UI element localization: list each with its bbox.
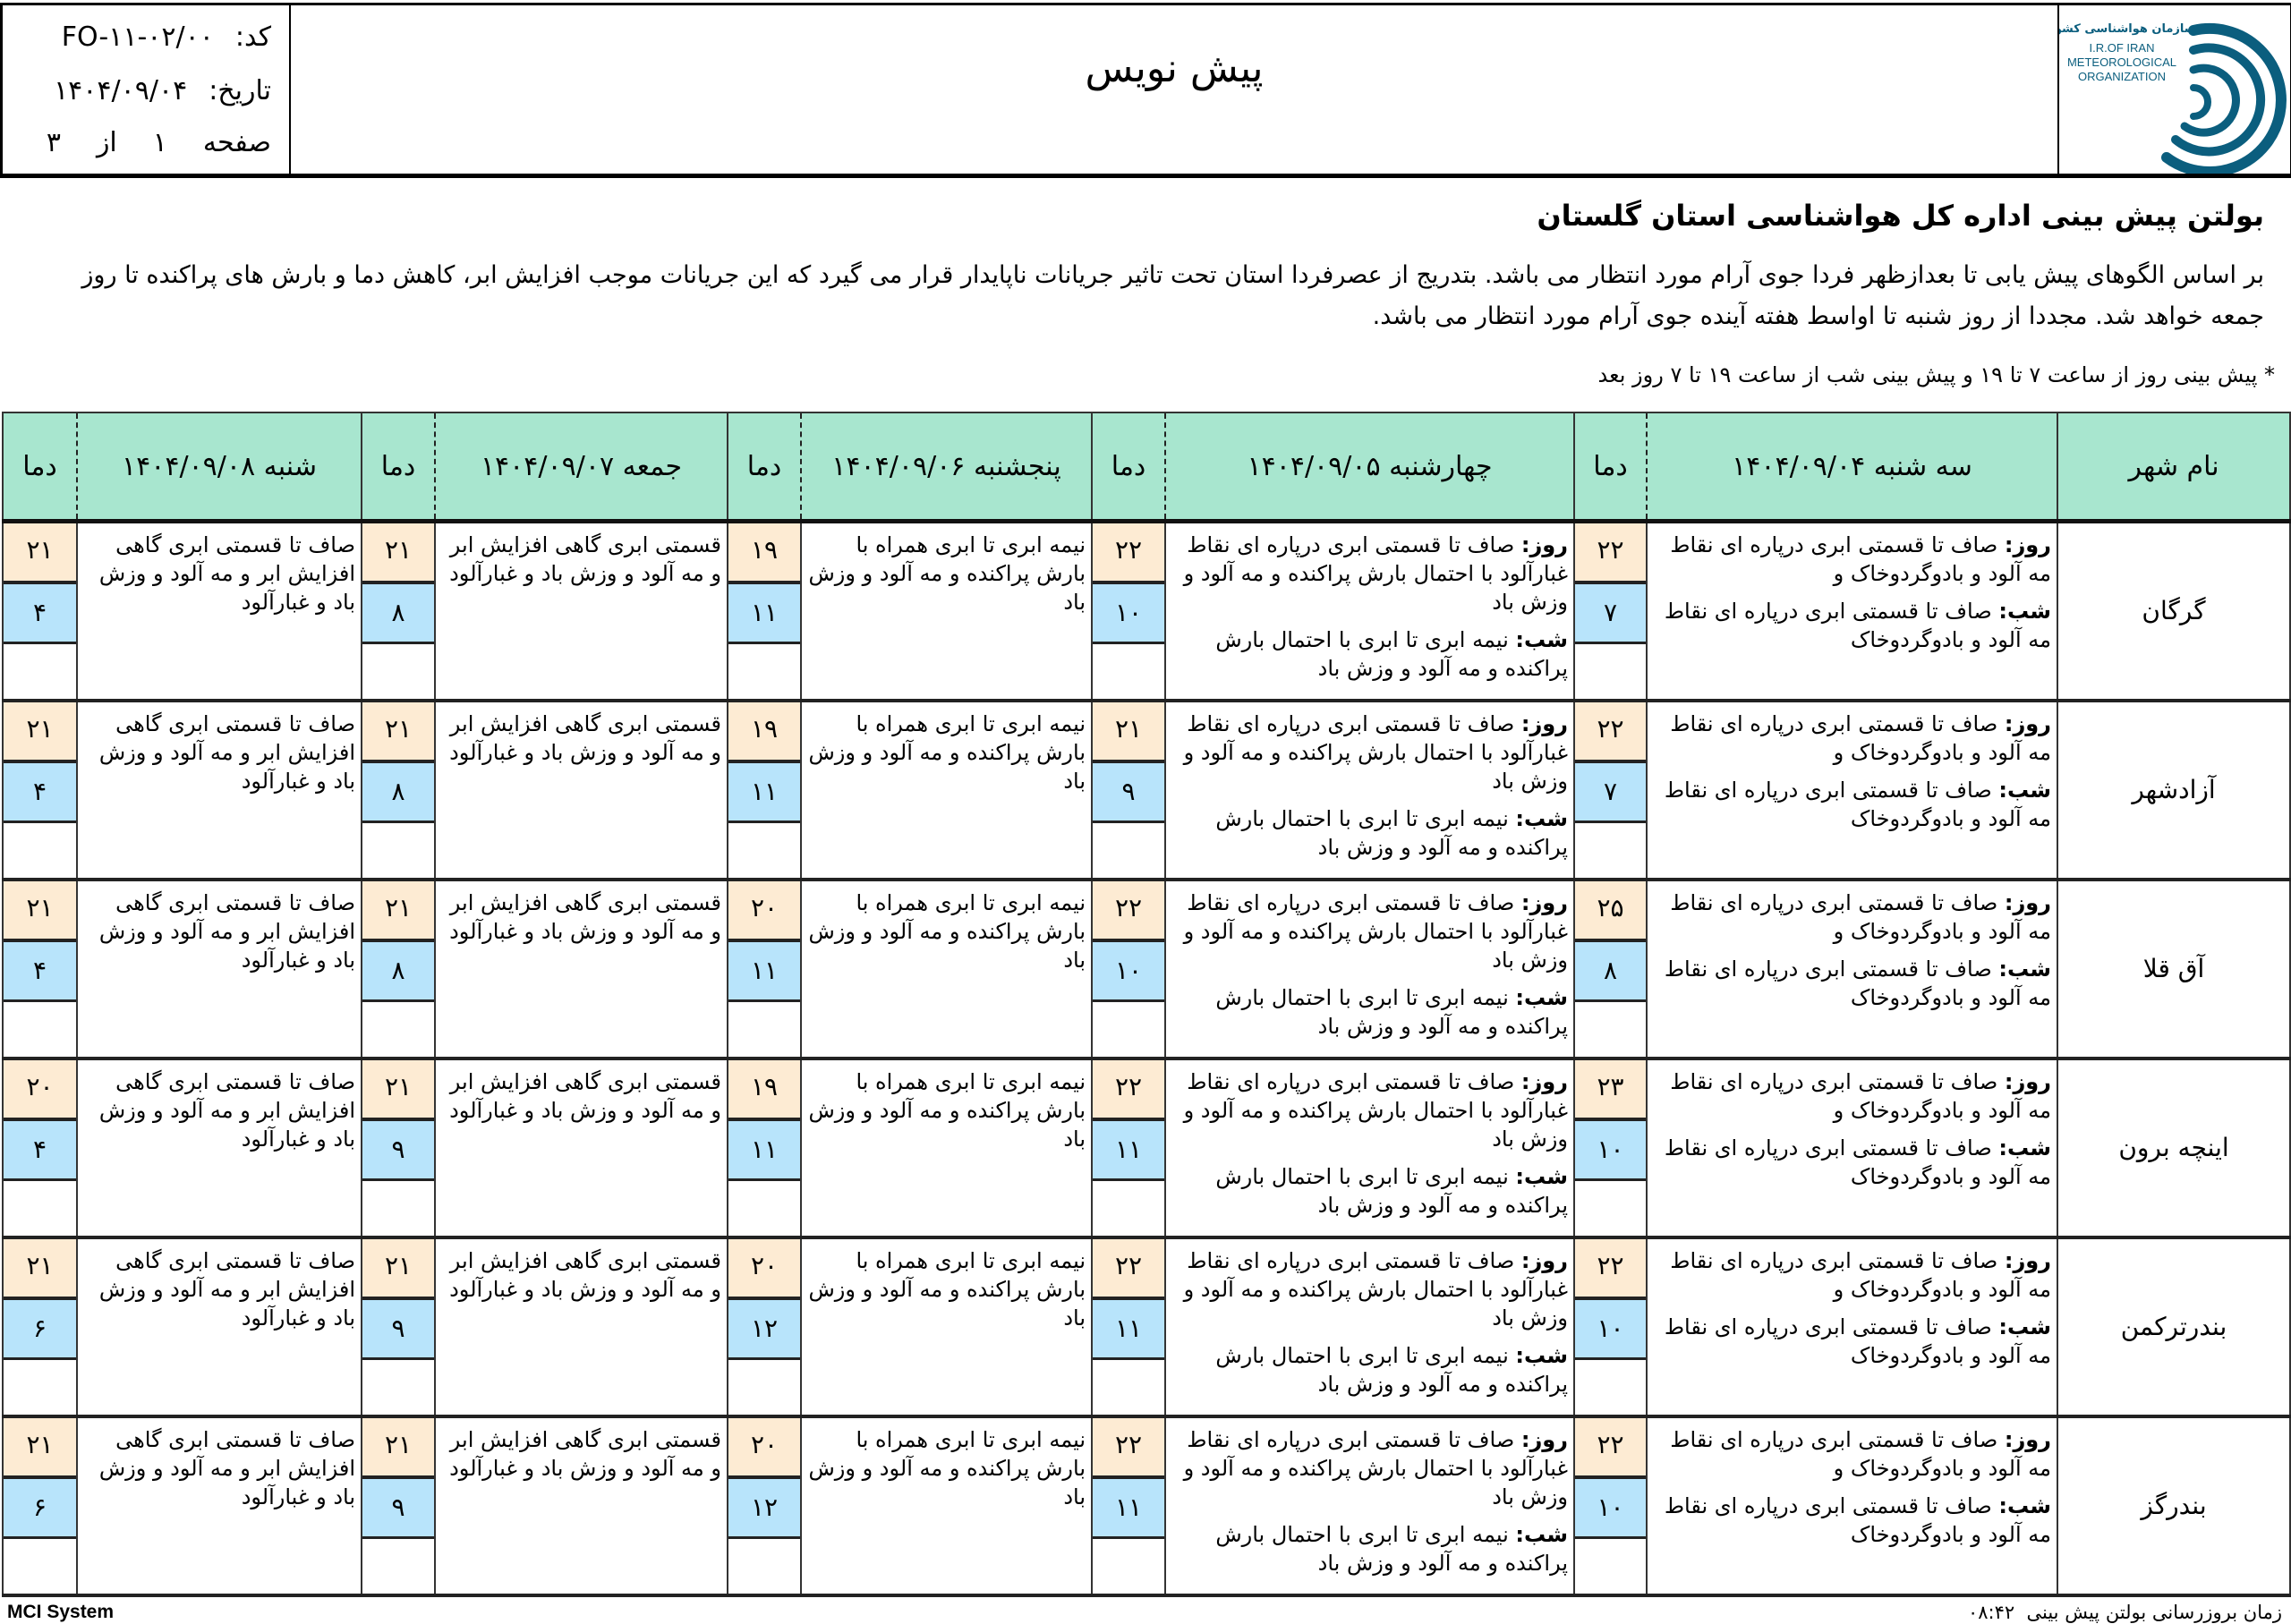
- day-forecast-text: صاف تا قسمتی ابری درپاره ای نقاط مه آلود و بادوگردوخاک و: [1670, 1248, 2051, 1302]
- max-temp: ۲۱: [362, 1239, 434, 1300]
- max-temp: ۲۲: [1575, 702, 1646, 763]
- city-name: بندرترکمن: [2057, 1237, 2290, 1416]
- forecast-text: [801, 1237, 1092, 1416]
- night-label: شب:: [1515, 1522, 1568, 1547]
- day-label: روز:: [2004, 532, 2051, 557]
- min-temp: ۹: [362, 1121, 434, 1181]
- day-forecast: [1171, 710, 1568, 795]
- temperature-cell: [1574, 1416, 1647, 1595]
- document-title: پیش نویس: [1085, 46, 1264, 91]
- night-label: شب:: [1515, 1164, 1568, 1189]
- max-temp: ۲۲: [1093, 1060, 1164, 1121]
- temp-column-header: دما: [3, 412, 77, 522]
- min-temp: ۹: [362, 1479, 434, 1539]
- day-forecast-text: صاف تا قسمتی ابری درپاره ای نقاط مه آلود و بادوگردوخاک و: [1670, 1069, 2051, 1123]
- min-temp: ۸: [362, 942, 434, 1002]
- temperature-cell: [3, 522, 77, 701]
- day-forecast-text: صاف تا قسمتی ابری درپاره ای نقاط مه آلود و بادوگردوخاک و: [1670, 1427, 2051, 1481]
- form-info: [3, 5, 291, 174]
- night-label: شب:: [1515, 1343, 1568, 1368]
- forecast-text: [435, 701, 728, 880]
- max-temp: ۲۵: [1575, 881, 1646, 942]
- forecast-text: [435, 880, 728, 1059]
- temperature-cell: [1574, 522, 1647, 701]
- forecast-text: [435, 1237, 728, 1416]
- day-forecast: [1171, 1246, 1568, 1332]
- svg-text:I.R.OF IRAN: I.R.OF IRAN: [2089, 41, 2155, 55]
- temperature-cell: [728, 522, 801, 701]
- max-temp: ۲۱: [362, 1060, 434, 1121]
- min-temp: ۱۱: [1093, 1479, 1164, 1539]
- temp-column-header: دما: [1574, 412, 1647, 522]
- day-column-header: شنبه ۱۴۰۴/۰۹/۰۸: [77, 412, 362, 522]
- temperature-cell: [3, 1416, 77, 1595]
- max-temp: ۲۱: [362, 1418, 434, 1479]
- day-label: روز:: [1520, 1069, 1568, 1094]
- min-temp: ۱۰: [1575, 1121, 1646, 1181]
- city-name: آق قلا: [2057, 880, 2290, 1059]
- day-forecast: [1653, 889, 2051, 946]
- temp-column-header: دما: [728, 412, 801, 522]
- forecast-text: [801, 1416, 1092, 1595]
- min-temp: ۱۰: [1575, 1479, 1646, 1539]
- day-column-header: جمعه ۱۴۰۴/۰۹/۰۷: [435, 412, 728, 522]
- forecast-text: [1165, 1059, 1574, 1237]
- min-temp: ۴: [4, 942, 76, 1002]
- day-forecast-text: صاف تا قسمتی ابری درپاره ای نقاط غبارآلود با احتمال بارش پراکنده و مه آلود و وزش باد: [1183, 1427, 1568, 1509]
- max-temp: ۲۲: [1093, 523, 1164, 584]
- temperature-cell: [1574, 701, 1647, 880]
- temperature-cell: [362, 701, 435, 880]
- svg-text:ORGANIZATION: ORGANIZATION: [2078, 70, 2166, 83]
- temperature-cell: [3, 701, 77, 880]
- of-label: از: [96, 127, 117, 158]
- forecast-text: [1165, 1416, 1574, 1595]
- table-header-row: [3, 412, 2290, 522]
- forecast-text: [1647, 1059, 2057, 1237]
- min-temp: ۶: [4, 1300, 76, 1360]
- night-forecast: [1653, 1492, 2051, 1549]
- max-temp: ۲۰: [728, 881, 800, 942]
- night-forecast-text: نیمه ابری تا ابری با احتمال بارش پراکنده و مه آلود و وزش باد: [1215, 1164, 1568, 1218]
- night-forecast: [1171, 1520, 1568, 1577]
- city-column-header: نام شهر: [2057, 412, 2290, 522]
- max-temp: ۲۲: [1575, 1239, 1646, 1300]
- forecast-text: [801, 522, 1092, 701]
- forecast-text-value: صاف تا قسمتی ابری گاهی افزایش ابر و مه آلود و وزش باد و غبارآلود: [98, 890, 355, 973]
- max-temp: ۲۱: [1093, 702, 1164, 763]
- update-time: ۰۸:۴۲: [1967, 1602, 2015, 1623]
- temperature-cell: [1092, 701, 1165, 880]
- temperature-cell: [362, 1059, 435, 1237]
- day-label: روز:: [2004, 1248, 2051, 1273]
- temp-column-header: دما: [1092, 412, 1165, 522]
- min-temp: ۷: [1575, 584, 1646, 644]
- forecast-text-value: نیمه ابری تا ابری همراه با بارش پراکنده و مه آلود و وزش باد: [808, 711, 1086, 794]
- forecast-text-value: نیمه ابری تا ابری همراه با بارش پراکنده و مه آلود و وزش باد: [808, 890, 1086, 973]
- forecast-text: [1647, 701, 2057, 880]
- max-temp: ۲۰: [728, 1239, 800, 1300]
- forecast-text: [77, 1059, 362, 1237]
- min-temp: ۹: [362, 1300, 434, 1360]
- city-name: گرگان: [2057, 522, 2290, 701]
- temperature-cell: [728, 880, 801, 1059]
- night-forecast: [1653, 955, 2051, 1012]
- night-forecast-text: صاف تا قسمتی ابری درپاره ای نقاط مه آلود و بادوگردوخاک: [1664, 778, 2051, 831]
- min-temp: ۸: [362, 763, 434, 823]
- table-row: [3, 701, 2290, 880]
- max-temp: ۲۰: [728, 1418, 800, 1479]
- forecast-text: [77, 701, 362, 880]
- day-forecast: [1171, 531, 1568, 616]
- forecast-text: [801, 701, 1092, 880]
- forecast-table: [2, 412, 2291, 1597]
- temperature-cell: [362, 1237, 435, 1416]
- max-temp: ۲۱: [4, 1239, 76, 1300]
- forecast-text-value: صاف تا قسمتی ابری گاهی افزایش ابر و مه آلود و وزش باد و غبارآلود: [98, 1427, 355, 1509]
- forecast-text: [77, 522, 362, 701]
- max-temp: ۲۱: [362, 523, 434, 584]
- update-label: زمان بروزرسانی بولتن پیش بینی: [2026, 1602, 2282, 1623]
- forecast-text-value: صاف تا قسمتی ابری گاهی افزایش ابر و مه آلود و وزش باد و غبارآلود: [98, 1248, 355, 1331]
- min-temp: ۱۰: [1093, 584, 1164, 644]
- min-temp: ۶: [4, 1479, 76, 1539]
- night-forecast: [1653, 1313, 2051, 1370]
- page-value: ۱: [152, 127, 167, 158]
- document-header: [0, 3, 2291, 178]
- city-name: آزادشهر: [2057, 701, 2290, 880]
- temperature-cell: [728, 1059, 801, 1237]
- temperature-cell: [362, 880, 435, 1059]
- table-row: [3, 880, 2290, 1059]
- night-forecast: [1171, 804, 1568, 862]
- min-temp: ۸: [362, 584, 434, 644]
- max-temp: ۲۰: [4, 1060, 76, 1121]
- night-forecast-text: صاف تا قسمتی ابری درپاره ای نقاط مه آلود و بادوگردوخاک: [1664, 599, 2051, 652]
- night-label: شب:: [1998, 1314, 2051, 1339]
- forecast-text-value: قسمتی ابری گاهی افزایش ابر و مه آلود و وزش باد و غبارآلود: [449, 890, 721, 944]
- max-temp: ۲۱: [362, 881, 434, 942]
- day-forecast-text: صاف تا قسمتی ابری درپاره ای نقاط غبارآلود با احتمال بارش پراکنده و مه آلود و وزش باد: [1183, 1069, 1568, 1152]
- table-row: [3, 1059, 2290, 1237]
- forecast-text: [1165, 522, 1574, 701]
- max-temp: ۲۱: [4, 523, 76, 584]
- temperature-cell: [3, 1059, 77, 1237]
- min-temp: ۱۰: [1575, 1300, 1646, 1360]
- forecast-text-value: قسمتی ابری گاهی افزایش ابر و مه آلود و وزش باد و غبارآلود: [449, 1427, 721, 1481]
- day-label: روز:: [2004, 890, 2051, 915]
- min-temp: ۱۲: [728, 1479, 800, 1539]
- forecast-text-value: قسمتی ابری گاهی افزایش ابر و مه آلود و وزش باد و غبارآلود: [449, 711, 721, 765]
- forecast-text-value: قسمتی ابری گاهی افزایش ابر و مه آلود و وزش باد و غبارآلود: [449, 532, 721, 586]
- day-forecast-text: صاف تا قسمتی ابری درپاره ای نقاط مه آلود و بادوگردوخاک و: [1670, 711, 2051, 765]
- night-forecast-text: صاف تا قسمتی ابری درپاره ای نقاط مه آلود و بادوگردوخاک: [1664, 1314, 2051, 1368]
- min-temp: ۱۱: [728, 763, 800, 823]
- form-code: [62, 21, 271, 53]
- min-temp: ۷: [1575, 763, 1646, 823]
- temperature-cell: [362, 1416, 435, 1595]
- forecast-text: [77, 1237, 362, 1416]
- night-label: شب:: [1998, 778, 2051, 803]
- forecast-text: [1647, 880, 2057, 1059]
- day-column-header: سه شنبه ۱۴۰۴/۰۹/۰۴: [1647, 412, 2057, 522]
- night-forecast: [1653, 776, 2051, 833]
- night-label: شب:: [1515, 627, 1568, 652]
- min-temp: ۴: [4, 1121, 76, 1181]
- forecast-text-value: قسمتی ابری گاهی افزایش ابر و مه آلود و وزش باد و غبارآلود: [449, 1248, 721, 1302]
- footer-update: [1968, 1602, 2282, 1623]
- table-row: [3, 522, 2290, 701]
- forecast-text: [1165, 1237, 1574, 1416]
- forecast-text-value: صاف تا قسمتی ابری گاهی افزایش ابر و مه آلود و وزش باد و غبارآلود: [98, 711, 355, 794]
- code-value: FO-۱۱-۰۲/۰۰: [61, 21, 214, 53]
- min-temp: ۴: [4, 763, 76, 823]
- svg-text:METEOROLOGICAL: METEOROLOGICAL: [2066, 55, 2177, 69]
- code-label: کد:: [234, 21, 271, 53]
- night-forecast-text: صاف تا قسمتی ابری درپاره ای نقاط مه آلود و بادوگردوخاک: [1664, 1493, 2051, 1547]
- min-temp: ۱۱: [728, 942, 800, 1002]
- min-temp: ۸: [1575, 942, 1646, 1002]
- max-temp: ۲۱: [362, 702, 434, 763]
- forecast-text-value: نیمه ابری تا ابری همراه با بارش پراکنده و مه آلود و وزش باد: [808, 1248, 1086, 1331]
- forecast-text: [1647, 1237, 2057, 1416]
- max-temp: ۱۹: [728, 702, 800, 763]
- max-temp: ۲۳: [1575, 1060, 1646, 1121]
- day-label: روز:: [2004, 1069, 2051, 1094]
- day-forecast-text: صاف تا قسمتی ابری درپاره ای نقاط مه آلود و بادوگردوخاک و: [1670, 532, 2051, 586]
- day-forecast: [1653, 531, 2051, 588]
- night-forecast: [1171, 1341, 1568, 1399]
- temperature-cell: [728, 1416, 801, 1595]
- night-forecast-text: نیمه ابری تا ابری با احتمال بارش پراکنده و مه آلود و وزش باد: [1215, 1522, 1568, 1576]
- night-forecast: [1171, 1162, 1568, 1220]
- day-forecast-text: صاف تا قسمتی ابری درپاره ای نقاط غبارآلود با احتمال بارش پراکنده و مه آلود و وزش باد: [1183, 1248, 1568, 1331]
- temperature-cell: [728, 701, 801, 880]
- temperature-cell: [3, 880, 77, 1059]
- day-forecast: [1653, 710, 2051, 767]
- page-number: [47, 127, 271, 158]
- night-forecast: [1653, 1134, 2051, 1191]
- temperature-cell: [3, 1237, 77, 1416]
- night-label: شب:: [1998, 1135, 2051, 1161]
- min-temp: ۱۱: [728, 584, 800, 644]
- night-forecast-text: نیمه ابری تا ابری با احتمال بارش پراکنده و مه آلود و وزش باد: [1215, 806, 1568, 860]
- temperature-cell: [1574, 1059, 1647, 1237]
- max-temp: ۱۹: [728, 523, 800, 584]
- day-column-header: پنجشنبه ۱۴۰۴/۰۹/۰۶: [801, 412, 1092, 522]
- temperature-cell: [1574, 880, 1647, 1059]
- night-label: شب:: [1998, 1493, 2051, 1518]
- max-temp: ۱۹: [728, 1060, 800, 1121]
- forecast-text-value: قسمتی ابری گاهی افزایش ابر و مه آلود و وزش باد و غبارآلود: [449, 1069, 721, 1123]
- temperature-cell: [1092, 1237, 1165, 1416]
- forecast-text: [801, 1059, 1092, 1237]
- forecast-text: [435, 522, 728, 701]
- pages-total: ۳: [46, 127, 61, 158]
- night-forecast-text: صاف تا قسمتی ابری درپاره ای نقاط مه آلود و بادوگردوخاک: [1664, 1135, 2051, 1189]
- forecast-text: [1165, 880, 1574, 1059]
- night-label: شب:: [1998, 957, 2051, 982]
- temperature-cell: [362, 522, 435, 701]
- day-forecast-text: صاف تا قسمتی ابری درپاره ای نقاط غبارآلود با احتمال بارش پراکنده و مه آلود و وزش باد: [1183, 532, 1568, 615]
- min-temp: ۹: [1093, 763, 1164, 823]
- day-forecast: [1653, 1246, 2051, 1304]
- city-name: اینچه برون: [2057, 1059, 2290, 1237]
- night-forecast-text: نیمه ابری تا ابری با احتمال بارش پراکنده و مه آلود و وزش باد: [1215, 985, 1568, 1039]
- max-temp: ۲۱: [4, 1418, 76, 1479]
- forecast-text: [1647, 1416, 2057, 1595]
- temperature-cell: [1574, 1237, 1647, 1416]
- day-label: روز:: [1520, 711, 1568, 736]
- max-temp: ۲۲: [1093, 1239, 1164, 1300]
- forecast-text: [435, 1059, 728, 1237]
- night-label: شب:: [1515, 806, 1568, 831]
- temperature-cell: [1092, 1059, 1165, 1237]
- min-temp: ۱۲: [728, 1300, 800, 1360]
- forecast-text: [77, 1416, 362, 1595]
- night-forecast: [1653, 597, 2051, 654]
- day-forecast: [1171, 1067, 1568, 1153]
- day-label: روز:: [1520, 532, 1568, 557]
- max-temp: ۲۲: [1575, 1418, 1646, 1479]
- day-forecast: [1171, 889, 1568, 974]
- forecast-text-value: نیمه ابری تا ابری همراه با بارش پراکنده و مه آلود و وزش باد: [808, 1069, 1086, 1152]
- night-forecast: [1171, 625, 1568, 683]
- forecast-text-value: صاف تا قسمتی ابری گاهی افزایش ابر و مه آلود و وزش باد و غبارآلود: [98, 1069, 355, 1152]
- forecast-text: [1647, 522, 2057, 701]
- forecast-text: [435, 1416, 728, 1595]
- night-forecast-text: نیمه ابری تا ابری با احتمال بارش پراکنده و مه آلود و وزش باد: [1215, 627, 1568, 681]
- day-forecast: [1171, 1425, 1568, 1511]
- night-forecast: [1171, 983, 1568, 1041]
- day-forecast-text: صاف تا قسمتی ابری درپاره ای نقاط غبارآلود با احتمال بارش پراکنده و مه آلود و وزش باد: [1183, 711, 1568, 794]
- table-row: [3, 1416, 2290, 1595]
- temperature-cell: [728, 1237, 801, 1416]
- min-temp: ۱۰: [1093, 942, 1164, 1002]
- temp-column-header: دما: [362, 412, 435, 522]
- day-forecast-text: صاف تا قسمتی ابری درپاره ای نقاط غبارآلود با احتمال بارش پراکنده و مه آلود و وزش باد: [1183, 890, 1568, 973]
- forecast-text-value: نیمه ابری تا ابری همراه با بارش پراکنده و مه آلود و وزش باد: [808, 1427, 1086, 1509]
- night-forecast-text: صاف تا قسمتی ابری درپاره ای نقاط مه آلود و بادوگردوخاک: [1664, 957, 2051, 1010]
- min-temp: ۱۱: [1093, 1121, 1164, 1181]
- bulletin-summary: بر اساس الگوهای پیش یابی تا بعدازظهر فردا جوی آرام مورد انتظار می باشد. بتدریج از عصرفردا استان تحت تاثیر جریانات ناپایدار قرار می گیرد که این جریانات موجب افزایش ابر، کاهش دما و بارش های پراکنده تا روز جمعه خواهد شد. مجددا از روز شنبه تا اواسط هفته آینده جوی آرام مورد انتظار می باشد.: [81, 261, 2264, 330]
- forecast-text: [801, 880, 1092, 1059]
- min-temp: ۱۱: [1093, 1300, 1164, 1360]
- footer-system: MCI System: [7, 1602, 115, 1622]
- page-label: صفحه: [202, 127, 271, 158]
- forecast-text: [1165, 701, 1574, 880]
- day-forecast: [1653, 1425, 2051, 1483]
- forecast-text-value: نیمه ابری تا ابری همراه با بارش پراکنده و مه آلود و وزش باد: [808, 532, 1086, 615]
- day-forecast-text: صاف تا قسمتی ابری درپاره ای نقاط مه آلود و بادوگردوخاک و: [1670, 890, 2051, 944]
- forecast-text: [77, 880, 362, 1059]
- date-label: تاریخ:: [209, 75, 271, 106]
- max-temp: ۲۱: [4, 881, 76, 942]
- max-temp: ۲۲: [1093, 881, 1164, 942]
- logo-fa-text: سازمان هواشناسی کشور: [2059, 22, 2196, 36]
- max-temp: ۲۲: [1093, 1418, 1164, 1479]
- day-forecast: [1653, 1067, 2051, 1125]
- form-date: [54, 75, 271, 106]
- forecast-time-note: * پیش بینی روز از ساعت ۷ تا ۱۹ و پیش بینی شب از ساعت ۱۹ تا ۷ روز بعد: [1597, 362, 2275, 387]
- day-column-header: چهارشنبه ۱۴۰۴/۰۹/۰۵: [1165, 412, 1574, 522]
- temperature-cell: [1092, 1416, 1165, 1595]
- temperature-cell: [1092, 522, 1165, 701]
- temperature-cell: [1092, 880, 1165, 1059]
- date-value: ۱۴۰۴/۰۹/۰۴: [54, 75, 188, 106]
- night-label: شب:: [1515, 985, 1568, 1010]
- day-label: روز:: [2004, 711, 2051, 736]
- meteorological-organization-logo: [2057, 5, 2290, 174]
- city-name: بندرگز: [2057, 1416, 2290, 1595]
- day-label: روز:: [2004, 1427, 2051, 1452]
- night-label: شب:: [1998, 599, 2051, 624]
- min-temp: ۴: [4, 584, 76, 644]
- day-label: روز:: [1520, 890, 1568, 915]
- day-label: روز:: [1520, 1427, 1568, 1452]
- max-temp: ۲۱: [4, 702, 76, 763]
- table-row: [3, 1237, 2290, 1416]
- forecast-text-value: صاف تا قسمتی ابری گاهی افزایش ابر و مه آلود و وزش باد و غبارآلود: [98, 532, 355, 615]
- min-temp: ۱۱: [728, 1121, 800, 1181]
- bulletin-title: بولتن پیش بینی اداره کل هواشناسی استان گلستان: [1537, 199, 2264, 233]
- night-forecast-text: نیمه ابری تا ابری با احتمال بارش پراکنده و مه آلود و وزش باد: [1215, 1343, 1568, 1397]
- day-label: روز:: [1520, 1248, 1568, 1273]
- max-temp: ۲۲: [1575, 523, 1646, 584]
